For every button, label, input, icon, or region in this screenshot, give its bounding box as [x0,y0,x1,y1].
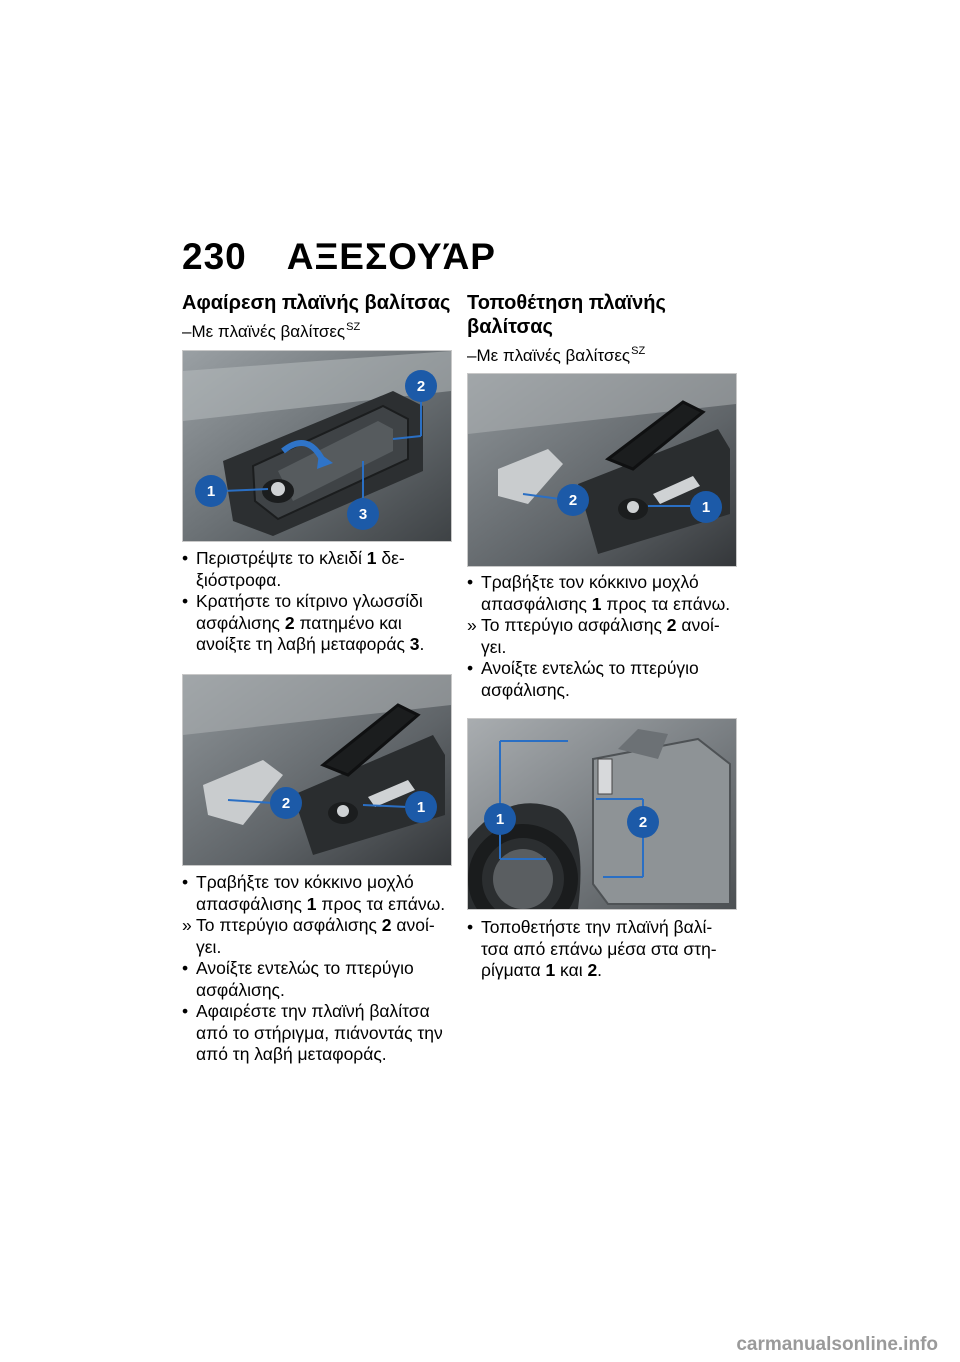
step-text: Τραβήξτε τον κόκκινο μοχλό [481,572,699,592]
step-item [182,958,457,1001]
chapter-title: ΑΞΕΣΟΥΆΡ [286,236,496,277]
step-ref: 1 [591,593,602,614]
step-text: Περιστρέψτε το κλειδί [196,548,367,568]
callout-1: 1 [416,799,426,816]
step-text: . [419,634,425,654]
callout-2: 2 [638,814,648,831]
figure-unlock-key [182,350,452,542]
step-text: ρίγματα [481,960,546,980]
step-text: Το πτερύγιο ασφάλισης [196,915,382,935]
steps-list-2 [182,872,457,1066]
step-text: Κρατήστε το κίτρινο γλωσσίδι [196,591,423,611]
bullet-marker: • [182,958,189,978]
step-text: προς τα επάνω. [601,593,731,614]
step-text: πατημένο και [294,612,402,633]
step-text: ασφάλισης. [196,979,285,1000]
step-text: τσα από επάνω μέσα στα στη- [481,938,717,959]
step-text: γει. [481,636,507,657]
subtitle-sup: SZ [346,321,361,333]
page-number: 230 [182,236,247,277]
step-text: ανοί- [391,915,435,935]
bullet-marker: • [467,917,474,937]
step-item [182,915,457,958]
step-text: προς τα επάνω. [316,893,446,914]
result-marker: » [467,615,477,635]
section-title-install [467,291,666,339]
step-text: ασφάλισης. [481,679,570,700]
bullet-marker: • [467,658,474,678]
figure-mount-case [467,718,737,910]
step-item [182,872,457,915]
step-text: απασφάλισης [481,593,592,614]
step-ref: 1 [545,960,556,980]
subtitle-text: –Με πλαϊνές βαλίτσες [182,322,346,341]
step-ref: 2 [381,915,392,935]
bullet-marker: • [467,572,474,592]
step-item [467,658,742,701]
step-text: Τραβήξτε τον κόκκινο μοχλό [196,872,414,892]
section-title-remove: Αφαίρεση πλαϊνής βαλίτσας [182,292,451,314]
figure-release-lever-left [182,674,452,866]
title-line: βαλίτσας [467,316,553,338]
section-subtitle-install [467,340,645,367]
bullet-marker: • [182,872,189,892]
subtitle-text: –Με πλαϊνές βαλίτσες [467,346,631,365]
step-ref: 2 [666,615,677,635]
step-ref: 3 [409,634,420,654]
step-text: ανοίξτε τη λαβή μεταφοράς [196,634,410,654]
result-marker: » [182,915,192,935]
callout-1: 1 [206,483,216,500]
step-text: Αφαιρέστε την πλαϊνή βαλίτσα [196,1001,430,1021]
steps-list-1 [182,548,452,656]
bullet-marker: • [182,591,189,611]
step-text: . [597,960,603,980]
step-ref: 1 [366,548,377,568]
callout-2: 2 [416,378,426,395]
step-text: Ανοίξτε εντελώς το πτερύγιο [196,958,414,978]
step-text: ξιόστροφα. [196,569,282,590]
step-item [467,572,742,615]
step-text: από το στήριγμα, πιάνοντάς την [196,1022,443,1043]
figure-release-lever-right [467,373,737,567]
bullet-marker: • [182,548,189,568]
callout-3: 3 [358,506,368,523]
step-text: γει. [196,936,222,957]
step-item [182,591,452,656]
title-line: Τοποθέτηση πλαϊνής [467,292,666,314]
steps-list-4 [467,917,742,982]
step-text: Το πτερύγιο ασφάλισης [481,615,667,635]
step-item [467,917,742,982]
watermark-link[interactable]: carmanualsonline.info [736,1334,938,1355]
step-item [467,615,742,658]
step-text: Τοποθετήστε την πλαϊνή βαλί- [481,917,713,937]
callout-2: 2 [568,492,578,509]
step-text: δε- [376,548,405,568]
step-text: ασφάλισης [196,612,285,633]
callout-1: 1 [495,811,505,828]
step-text: και [555,960,588,980]
page-header [182,236,496,278]
callout-1: 1 [701,499,711,516]
step-item [182,548,452,591]
step-ref: 1 [306,893,317,914]
step-ref: 2 [284,612,295,633]
step-ref: 2 [587,960,598,980]
step-text: απασφάλισης [196,893,307,914]
subtitle-sup: SZ [631,345,646,357]
step-item [182,1001,457,1066]
step-text: Ανοίξτε εντελώς το πτερύγιο [481,658,699,678]
steps-list-3 [467,572,742,701]
step-text: από τη λαβή μεταφοράς. [196,1044,387,1064]
section-subtitle-remove [182,316,360,343]
callout-2: 2 [281,795,291,812]
bullet-marker: • [182,1001,189,1021]
step-text: ανοί- [676,615,720,635]
